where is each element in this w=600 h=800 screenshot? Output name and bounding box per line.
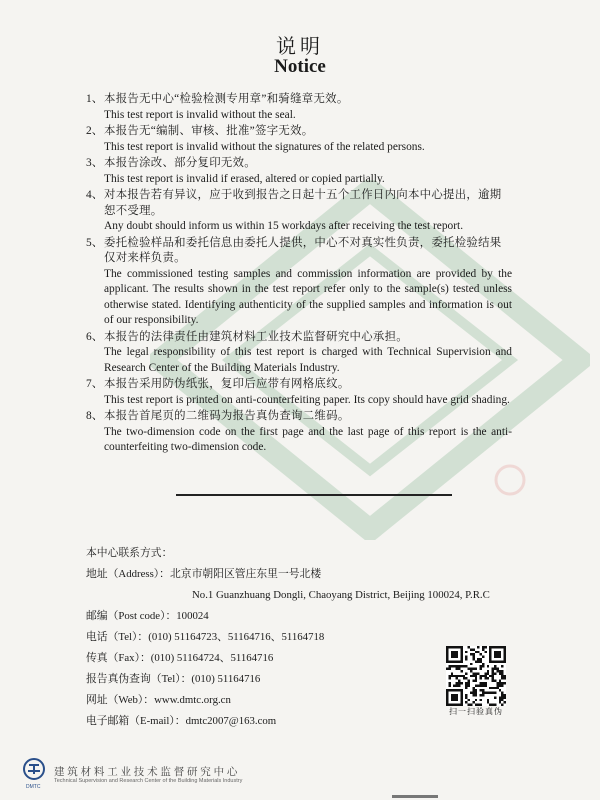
notice-number: 3、 [86,157,104,169]
notice-item [86,330,512,377]
notice-text-en: The two-dimension code on the first page and the last page of this report is the anti-counterfeiting two-dimension code. [104,425,512,453]
web-link[interactable]: www.dmtc.org.cn [154,694,231,706]
postcode-label: 邮编（Post code）： [86,610,177,622]
email-link[interactable]: dmtc2007@163.com [185,715,277,727]
notice-text-en: This test report is invalid without the seal. [104,108,296,121]
address-row [86,564,526,585]
qr-code-icon[interactable] [446,646,506,706]
notice-text-en: The legal responsibility of this test report is charged with Technical Supervision and Research Center of the Building Materials Industry. [104,346,512,374]
page-title-cn: 说明 [276,36,324,58]
notice-item [86,156,512,187]
notice-item [86,92,512,123]
notice-number: 8、 [86,410,104,422]
notice-number: 6、 [86,330,104,343]
notice-text-cn: 本报告无中心“检验检测专用章”和骑缝章无效。 [104,93,349,105]
notice-number: 5、 [86,236,104,249]
notice-list [86,92,512,457]
notice-text-cn: 委托检验样品和委托信息由委托人提供，中心不对真实性负责，委托检验结果仅对来样负责。 [104,236,502,264]
notice-text-en: This test report is invalid without the signatures of the related persons. [104,140,425,153]
notice-text-en: This test report is printed on anti-counterfeiting paper. Its copy should have grid shading. [104,393,510,406]
notice-number: 2、 [86,125,104,137]
tel-label: 电话（Tel）： [86,631,149,643]
notice-text-cn: 对本报告若有异议，应于收到报告之日起十五个工作日内向本中心提出，逾期恕不受理。 [104,189,502,217]
tel-row [86,627,526,648]
notice-text-cn: 本报告无“编制、审核、批准”签字无效。 [104,125,314,137]
verify-label: 报告真伪查询（Tel）： [86,673,192,685]
notice-item [86,236,512,329]
tel-value: (010) 51164723、51164716、51164718 [148,631,325,643]
verify-value: (010) 51164716 [191,673,261,685]
address-en: No.1 Guanzhuang Dongli, Chaoyang District, Beijing 100024, P.R.C [192,589,490,601]
notice-number: 7、 [86,378,104,390]
address-label: 地址（Address）： [86,568,170,580]
address-cn: 北京市朝阳区管庄东里一号北楼 [169,568,322,580]
page-title-en: Notice [274,56,326,77]
notice-text-cn: 本报告采用防伪纸张，复印后应带有网格底纹。 [104,378,350,390]
notice-text-cn: 本报告的法律责任由建筑材料工业技术监督研究中心承担。 [104,330,408,343]
notice-number: 4、 [86,189,104,201]
logo-text: DMTC [26,784,41,790]
web-label: 网址（Web）： [86,694,155,706]
notice-text-en: Any doubt should inform us within 15 workdays after receiving the test report. [104,220,464,232]
qr-caption: 扫一扫验真伪 [449,707,503,716]
notice-item [86,124,512,155]
notice-text-cn: 本报告涂改、部分复印无效。 [104,157,256,169]
notice-number: 1、 [86,93,104,105]
contact-heading: 本中心联系方式： [86,547,173,559]
postcode-value: 100024 [176,610,209,622]
org-name-cn: 建筑材料工业技术监督研究中心 [54,767,241,778]
notice-text-en: This test report is invalid if erased, altered or copied partially. [104,172,385,185]
fax-label: 传真（Fax）： [86,652,151,664]
postcode-row [86,606,526,627]
footer [22,758,322,794]
bottom-edge-mark [392,795,438,798]
notice-item [86,409,512,456]
notice-text-en: The commissioned testing samples and commission information are provided by the applicant. The results shown in the test report refer only to the sample(s) tested unless otherwise stated. Identifying authenticity of the supplied samples and information is out of our responsibility. [104,267,512,326]
fax-value: (010) 51164724、51164716 [150,652,274,664]
notice-text-cn: 本报告首尾页的二维码为报告真伪查询二维码。 [104,410,350,422]
email-label: 电子邮箱（E-mail）： [86,715,186,727]
notice-item [86,377,512,408]
section-divider [176,494,452,496]
notice-item [86,188,512,235]
org-name-en: Technical Supervision and Research Center of the Building Materials Industry [54,778,243,784]
